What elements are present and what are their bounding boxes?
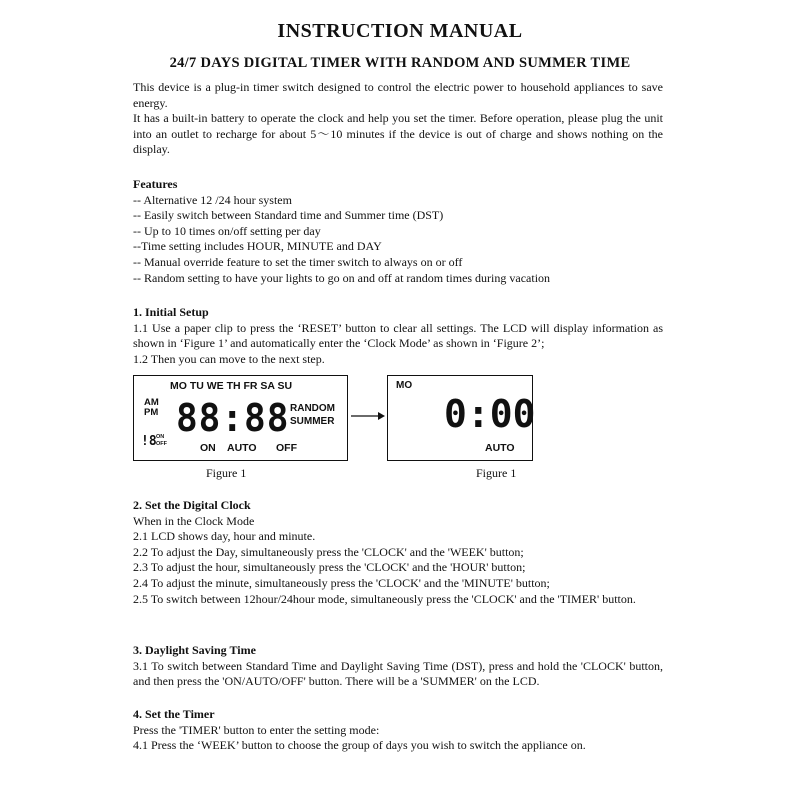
features-section — [133, 177, 663, 286]
intro-paragraph: This device is a plug-in timer switch designed to control the electric power to household appliances to save energy. — [133, 80, 663, 110]
digital-clock-line: When in the Clock Mode — [133, 513, 255, 528]
lcd-off: OFF — [276, 442, 297, 454]
feature-item: -- Easily switch between Standard time and Summer time (DST) — [133, 208, 444, 223]
intro-section — [133, 80, 663, 158]
lcd-day: MO — [396, 380, 413, 391]
initial-setup-section — [133, 305, 663, 367]
intro-paragraph: It has a built-in battery to operate the clock and help you set the timer. Before operation, please plug the unit into an outlet to recharge for about 5～10 minutes if the device is out of charge and shows nothing on the display. — [133, 111, 663, 157]
lcd-figure-2 — [387, 375, 536, 461]
timer-heading: 4. Set the Timer — [133, 707, 215, 721]
lcd-days: MO TU WE TH FR SA SU — [170, 380, 293, 392]
lcd-am: AM — [144, 397, 159, 408]
lcd-random: RANDOM — [290, 403, 335, 414]
digital-clock-line: 2.1 LCD shows day, hour and minute. — [133, 529, 316, 544]
initial-setup-line: 1.2 Then you can move to the next step. — [133, 351, 325, 366]
digital-clock-line: 2.3 To adjust the hour, simultaneously press the 'CLOCK' and the 'HOUR' button; — [133, 560, 526, 575]
feature-item: -- Manual override feature to set the timer switch to always on or off — [133, 254, 463, 269]
digital-clock-line: 2.2 To adjust the Day, simultaneously press the 'CLOCK' and the 'WEEK' button; — [133, 544, 524, 559]
digital-clock-line: 2.5 To switch between 12hour/24hour mode, simultaneously press the 'CLOCK' and the 'TIMER' button. — [133, 591, 636, 606]
lcd-pm: PM — [144, 407, 159, 418]
timer-section — [133, 707, 663, 754]
initial-setup-heading: 1. Initial Setup — [133, 305, 209, 319]
digital-clock-section — [133, 498, 663, 607]
lcd-program-digit: !8 — [141, 434, 157, 449]
figure-caption: Figure 1 — [206, 466, 247, 480]
lcd-auto: AUTO — [227, 442, 257, 454]
dst-line: 3.1 To switch between Standard Time and Daylight Saving Time (DST), press and hold the 'CLOCK' button, and then press the 'ON/AUTO/OFF' button. There will be a 'SUMMER' on the LCD. — [133, 658, 663, 689]
lcd-small-off: OFF — [156, 441, 167, 447]
arrow-right-icon — [351, 409, 385, 423]
dst-section — [133, 643, 663, 690]
digital-clock-line: 2.4 To adjust the minute, simultaneously press the 'CLOCK' and the 'MINUTE' button; — [133, 575, 550, 590]
timer-line: 4.1 Press the ‘WEEK’ button to choose the group of days you wish to switch the appliance on. — [133, 738, 586, 753]
feature-item: -- Up to 10 times on/off setting per day — [133, 223, 321, 238]
lcd-random-summer — [290, 403, 335, 428]
lcd-small-on: ON — [156, 434, 165, 440]
lcd-digits: 88:88 — [176, 396, 290, 440]
dst-heading: 3. Daylight Saving Time — [133, 643, 256, 657]
features-heading: Features — [133, 177, 178, 191]
lcd-summer: SUMMER — [290, 415, 335, 427]
lcd-on: ON — [200, 442, 216, 454]
timer-line: Press the 'TIMER' button to enter the setting mode: — [133, 722, 380, 737]
feature-item: --Time setting includes HOUR, MINUTE and DAY — [133, 239, 382, 254]
page-subtitle: 24/7 DAYS DIGITAL TIMER WITH RANDOM AND SUMMER TIME — [169, 55, 631, 71]
digital-clock-heading: 2. Set the Digital Clock — [133, 498, 251, 512]
initial-setup-line: 1.1 Use a paper clip to press the ‘RESET’ button to clear all settings. The LCD will display information as shown in ‘Figure 1’ and automatically enter the ‘Clock Mode’ as shown in ‘Figure 2’; — [133, 320, 663, 351]
feature-item: -- Alternative 12 /24 hour system — [133, 192, 292, 207]
lcd-small-onoff — [156, 434, 167, 448]
lcd-figure-1 — [133, 375, 348, 461]
figure-caption: Figure 1 — [476, 466, 517, 480]
page-title: INSTRUCTION MANUAL — [277, 20, 523, 42]
feature-item: -- Random setting to have your lights to go on and off at random times during vacation — [133, 270, 551, 285]
lcd-digits: 0:00 — [444, 392, 536, 436]
lcd-auto: AUTO — [485, 442, 515, 454]
